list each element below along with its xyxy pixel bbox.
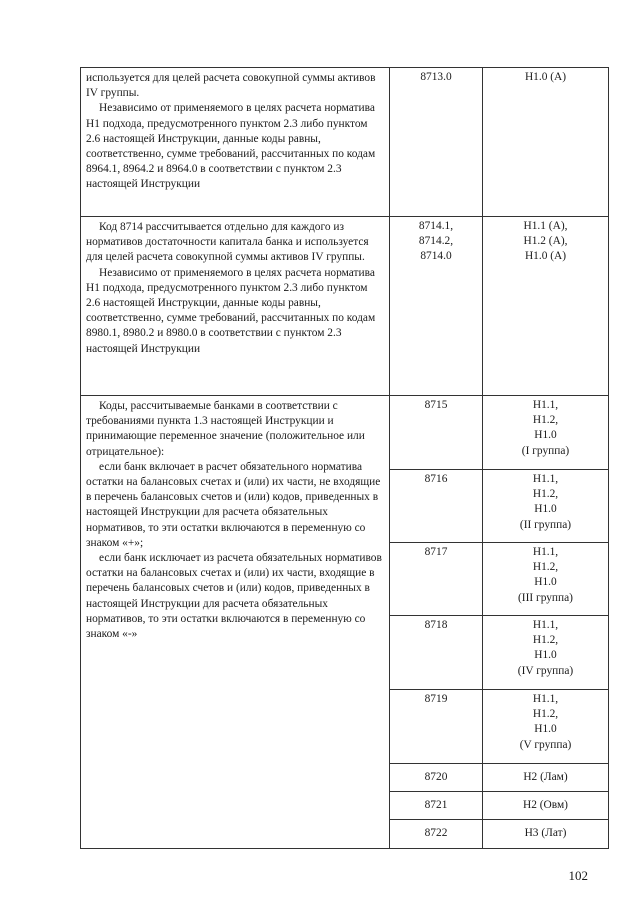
norm-value: Н1.2,: [532, 488, 559, 501]
norm-value: Н2 (Овм): [523, 799, 568, 811]
description-cell: [81, 396, 390, 849]
code-cell: [390, 690, 483, 764]
norm-value: Н1.1,: [532, 693, 559, 705]
norm-group-label: (I группа): [521, 444, 570, 457]
norm-value: Н2 (Лам): [523, 771, 568, 783]
norm-cell: [483, 764, 609, 792]
norm-value: Н1.0: [534, 649, 557, 662]
norm-value: Н3 (Лат): [524, 827, 567, 839]
code-value: 8714.0: [420, 250, 452, 263]
norm-cell: [483, 68, 609, 217]
table-row: [81, 396, 609, 470]
description-paragraph: Коды, рассчитываемые банками в соответствии с требованиями пункта 1.3 настоящей Инструкции и принимающие переменное значение (положительное или отрицательное):: [86, 400, 365, 458]
norm-value: Н1.1,: [532, 619, 559, 631]
code-value: 8717: [424, 546, 448, 558]
norm-cell: [483, 217, 609, 396]
table-row: [81, 217, 609, 396]
code-cell: [390, 217, 483, 396]
norm-cell: [483, 820, 609, 849]
code-cell: [390, 543, 483, 616]
norm-value: Н1.2,: [532, 708, 559, 721]
norm-cell: [483, 543, 609, 616]
norm-cell: [483, 690, 609, 764]
code-cell: [390, 820, 483, 849]
code-cell: [390, 764, 483, 792]
norm-value: Н1.2,: [532, 561, 559, 574]
code-value: 8716: [424, 473, 448, 485]
norm-value: Н1.2,: [532, 634, 559, 647]
norm-cell: [483, 792, 609, 820]
norm-group-label: (IV группа): [517, 664, 574, 677]
description-paragraph: Независимо от применяемого в целях расчета норматива Н1 подхода, предусмотренного пунктом 2.3 либо пунктом 2.6 настоящей Инструкции, данные коды равны, соответственно, сумме требований, рассчитанных по кодам 8980.1, 8980.2 и 8980.0 в соответствии с пунктом 2.3 настоящей Инструкции: [86, 266, 376, 355]
page-number: 102: [568, 868, 588, 883]
norm-cell: [483, 396, 609, 470]
code-value: 8713.0: [420, 71, 452, 83]
norm-value: Н1.0 (А): [524, 71, 567, 83]
norm-value: Н1.2 (А),: [523, 235, 568, 248]
code-value: 8721: [424, 799, 448, 811]
description-paragraph: используется для целей расчета совокупной суммы активов IV группы.: [86, 72, 376, 100]
norm-value: Н1.1,: [532, 473, 559, 485]
norm-value: Н1.1,: [532, 546, 559, 558]
code-cell: [390, 470, 483, 543]
description-paragraph: если банк исключает из расчета обязательных нормативов остатки на балансовых счетах и (или) их части, входящие в перечень балансовых счетов и (или) кодов, приведенных в настоящей Инструкции для расчета обязательных нормативов, то эти остатки включаются в переменную со знаком «-»: [86, 552, 382, 641]
code-value: 8714.1,: [418, 220, 454, 232]
description-paragraph: если банк включает в расчет обязательного норматива остатки на балансовых счетах и (или) их части, не входящие в перечень балансовых счетов и (или) кодов, приведенных в настоящей Инструкции для расчета обязательных нормативов, то эти остатки включаются в переменную со знаком «+»;: [86, 460, 381, 549]
code-value: 8715: [424, 399, 448, 411]
norm-value: Н1.0: [534, 723, 557, 736]
norm-value: Н1.2,: [532, 414, 559, 427]
code-cell: [390, 616, 483, 690]
norm-value: Н1.0 (А): [524, 250, 567, 263]
norm-cell: [483, 470, 609, 543]
table-row: [81, 68, 609, 217]
description-paragraph: Код 8714 рассчитывается отдельно для каждого из нормативов достаточности капитала банка и используется для целей расчета совокупной суммы активов IV группы.: [86, 221, 369, 264]
code-cell: [390, 792, 483, 820]
norm-group-label: (II группа): [519, 518, 572, 531]
norm-value: Н1.0: [534, 503, 557, 516]
norm-value: Н1.1 (А),: [523, 220, 568, 232]
description-paragraph: Независимо от применяемого в целях расчета норматива Н1 подхода, предусмотренного пунктом 2.3 либо пунктом 2.6 настоящей Инструкции, данные коды равны, соответственно, сумме требований, рассчитанных по кодам 8964.1, 8964.2 и 8964.0 в соответствии с пунктом 2.3 настоящей Инструкции: [86, 102, 376, 191]
code-value: 8720: [424, 771, 448, 783]
norm-value: Н1.0: [534, 576, 557, 589]
description-cell: [81, 217, 390, 396]
norm-group-label: (III группа): [518, 591, 573, 604]
description-cell: [81, 68, 390, 217]
code-value: 8718: [424, 619, 448, 631]
norm-cell: [483, 616, 609, 690]
codes-table: [80, 67, 609, 849]
code-value: 8714.2,: [418, 235, 454, 248]
code-value: 8722: [424, 827, 448, 839]
code-cell: [390, 396, 483, 470]
norm-value: Н1.0: [534, 429, 557, 442]
code-value: 8719: [424, 693, 448, 705]
norm-value: Н1.1,: [532, 399, 559, 411]
norm-group-label: (V группа): [519, 738, 572, 751]
code-cell: [390, 68, 483, 217]
